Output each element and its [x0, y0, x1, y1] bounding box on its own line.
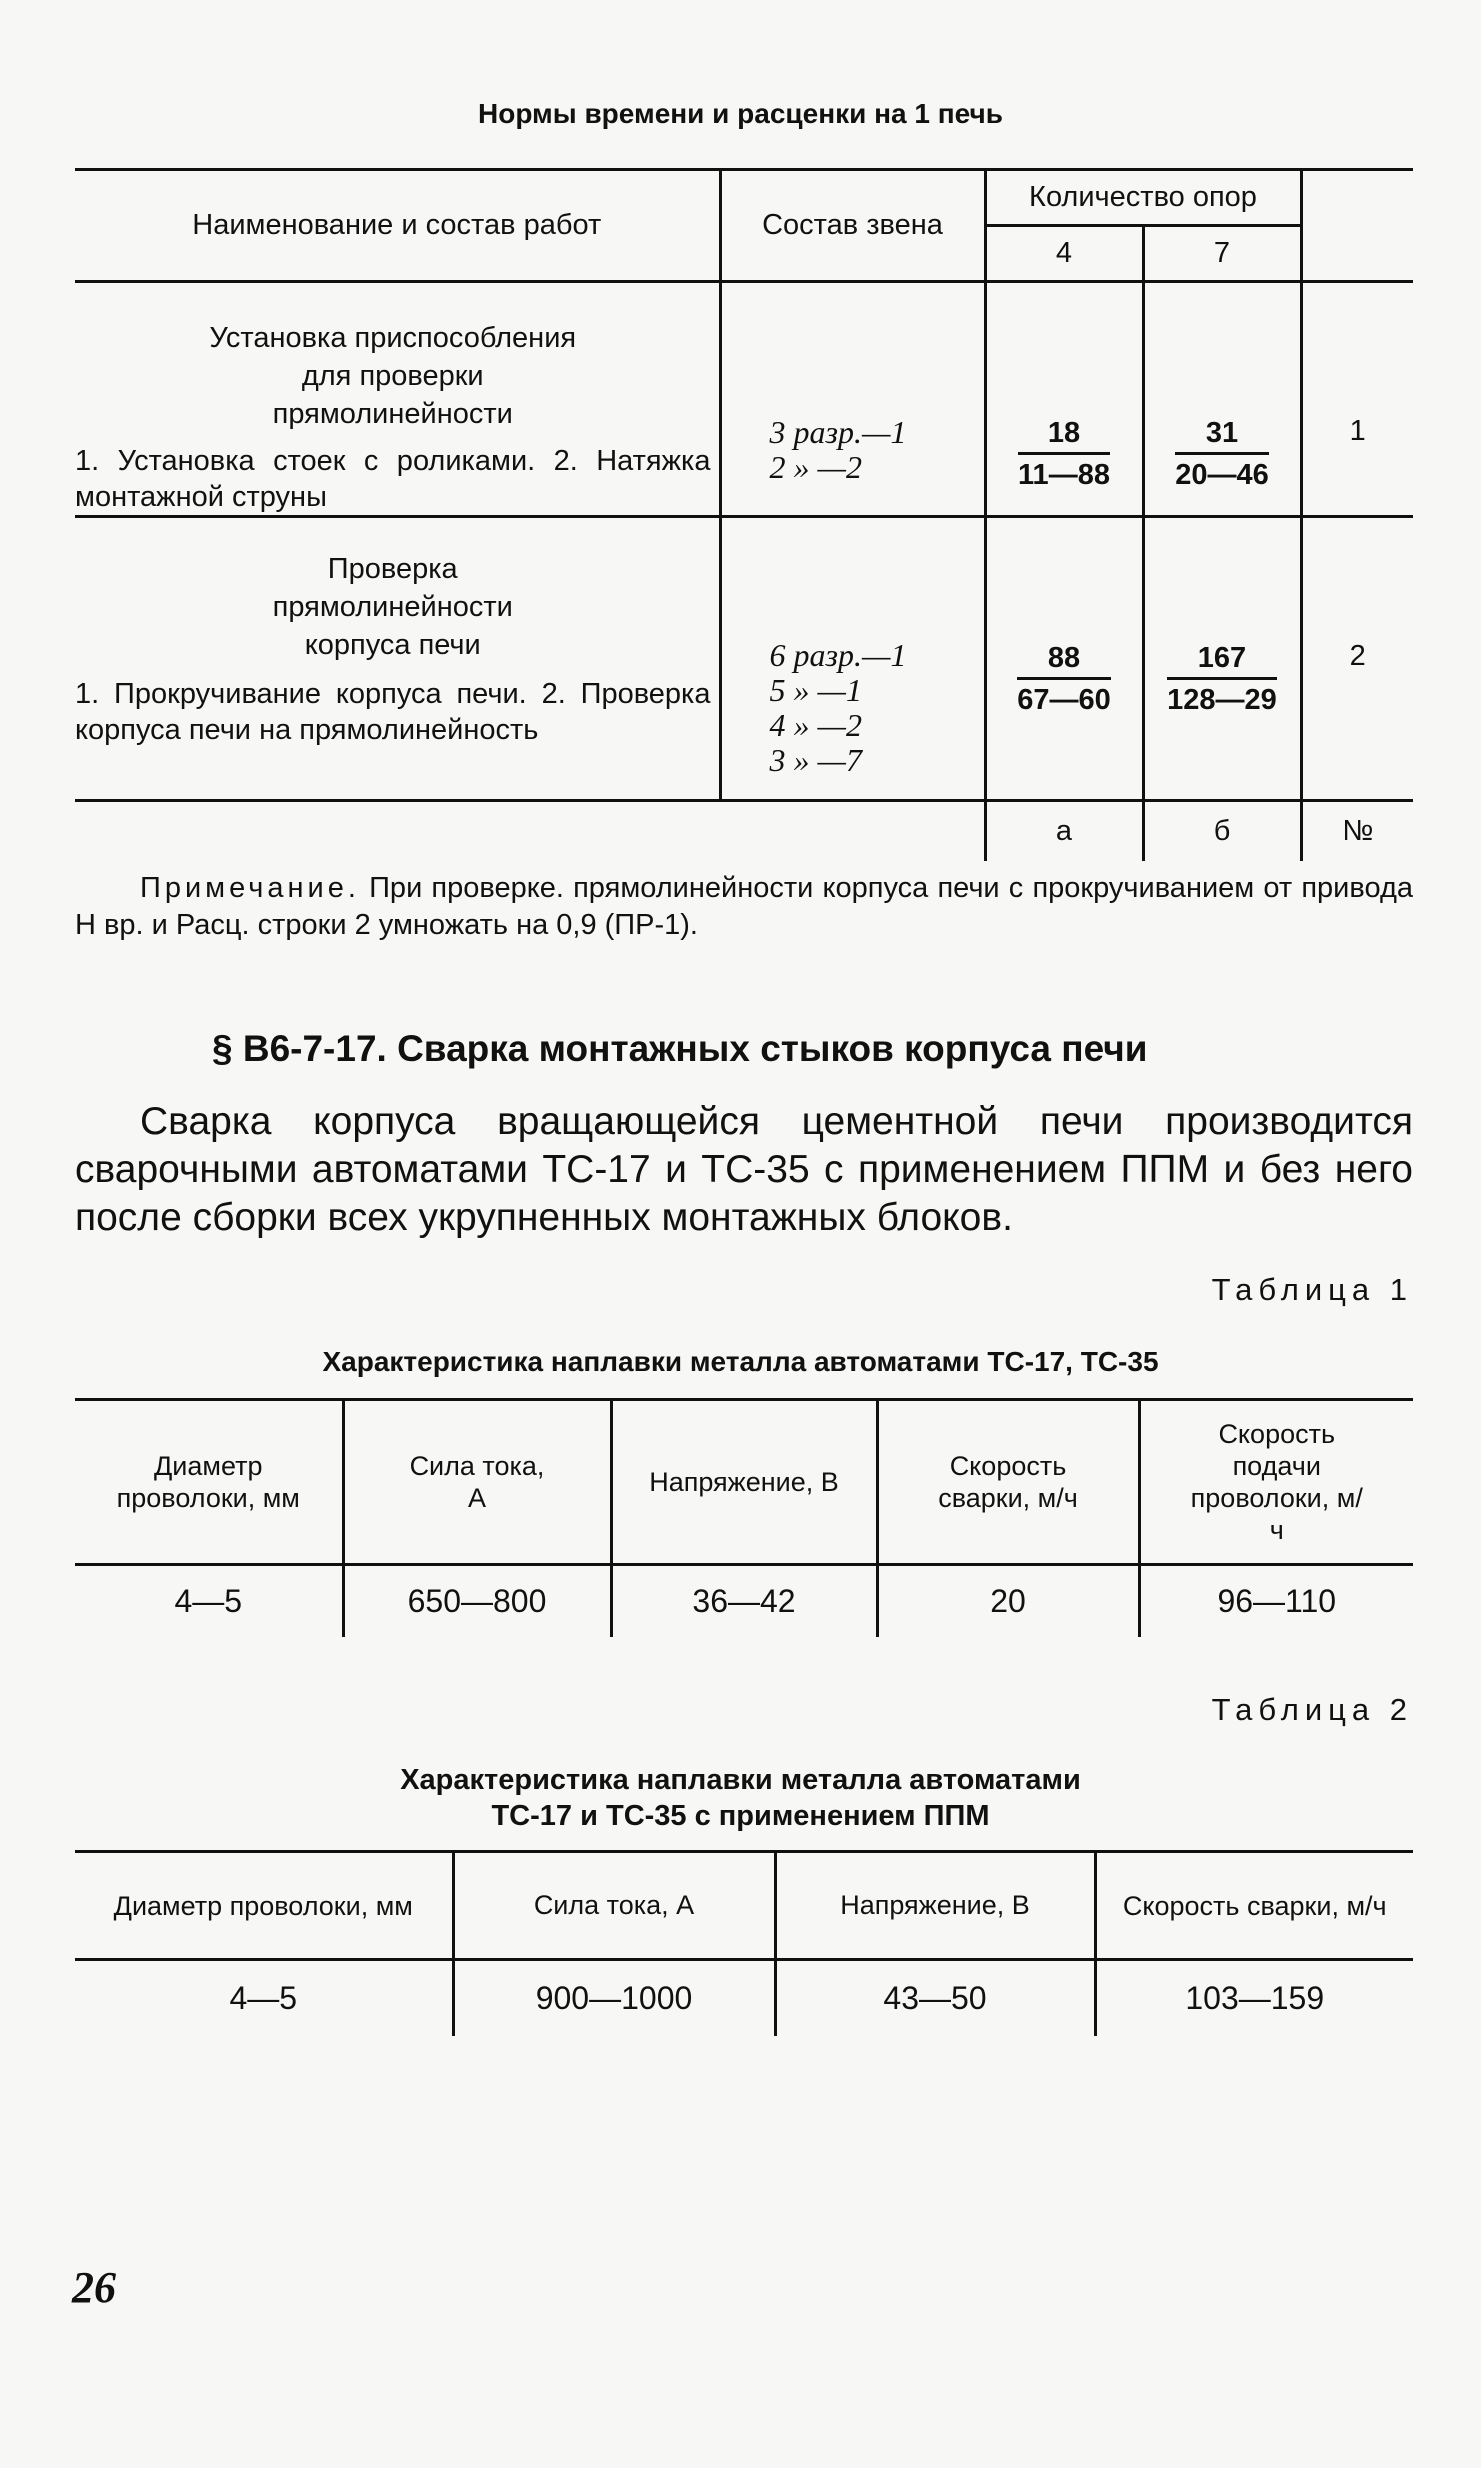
time-norm: 88: [1017, 642, 1111, 680]
note-paragraph: [75, 870, 1413, 944]
cell-current: 650—800: [343, 1565, 611, 1637]
header-crew: Состав звена: [720, 170, 985, 282]
cell-diameter: 4—5: [229, 1979, 298, 2016]
crew-line: 4 » —2: [769, 707, 862, 743]
rate-price: 67—60: [1017, 684, 1111, 716]
header-current: Сила тока, А: [343, 1400, 611, 1565]
crew-line: 3 » —7: [769, 742, 862, 778]
welding-table-2: [75, 1850, 1413, 2036]
cell-diameter: 4—5: [174, 1582, 243, 1619]
header-empty: [1301, 170, 1413, 282]
note-lead: Примечание.: [140, 872, 360, 904]
crew-line: 2 » —2: [769, 449, 862, 485]
time-norm: 18: [1018, 417, 1110, 455]
crew-line: 6 разр.—1: [769, 637, 907, 673]
row-number: 1: [1349, 415, 1366, 447]
cell-current: 900—1000: [453, 1960, 775, 2036]
header-col-4: 4: [985, 226, 1143, 282]
rate-price: 20—46: [1175, 459, 1269, 491]
column-letter-a: а: [985, 801, 1143, 861]
rate-price: 128—29: [1167, 684, 1277, 716]
norms-table: [75, 168, 1413, 861]
table2-label: Таблица 2: [1211, 1692, 1413, 1727]
table-row: [75, 517, 1413, 801]
table-row: [75, 1565, 1413, 1637]
header-work: Наименование и состав работ: [75, 170, 720, 282]
table1-caption: Характеристика наплавки металла автоматами ТС-17, ТС-35: [322, 1346, 1159, 1377]
table2-caption-line-1: Характеристика наплавки металла автоматами: [400, 1764, 1081, 1796]
header-speed: Скорость сварки, м/ч: [1095, 1852, 1413, 1960]
cell-speed: 20: [877, 1565, 1139, 1637]
cell-feed-speed: 96—110: [1139, 1565, 1413, 1637]
row-title: Проверка прямолинейности корпуса печи: [272, 553, 513, 661]
header-voltage: Напряжение, В: [611, 1400, 877, 1565]
row-description: 1. Прокручивание корпуса печи. 2. Проверка корпуса печи на прямолинейность: [75, 678, 711, 746]
header-supports: Количество опор: [985, 170, 1301, 226]
note-text: При проверке. прямолинейности корпуса печи с прокручиванием от привода Н вр. и Расц. строки 2 умножать на 0,9 (ПР-1).: [75, 872, 1413, 941]
row-title: Установка приспособления для проверки прямолинейности: [209, 322, 577, 430]
rate-fraction: [1167, 642, 1277, 717]
table-row: [75, 282, 1413, 517]
table1-label: Таблица 1: [1211, 1272, 1413, 1307]
cell-voltage: 43—50: [775, 1960, 1095, 2036]
norms-table-caption: Нормы времени и расценки на 1 печь: [478, 98, 1003, 129]
cell-speed: 103—159: [1095, 1960, 1413, 2036]
table-row: [75, 1960, 1413, 2036]
crew-line: 3 разр.—1: [769, 414, 907, 450]
page-number: 26: [72, 2263, 116, 2312]
column-letter-b: б: [1143, 801, 1301, 861]
header-feed-speed: Скорость подачи проволоки, м/ч: [1139, 1400, 1413, 1565]
welding-table-1: [75, 1398, 1413, 1637]
time-norm: 31: [1175, 417, 1269, 455]
rate-fraction: [1018, 417, 1110, 492]
header-current: Сила тока, А: [453, 1852, 775, 1960]
row-number: 2: [1349, 640, 1366, 672]
crew-line: 5 » —1: [769, 672, 862, 708]
header-voltage: Напряжение, В: [775, 1852, 1095, 1960]
rate-fraction: [1175, 417, 1269, 492]
section-heading: § В6-7-17. Сварка монтажных стыков корпуса печи: [212, 1028, 1148, 1069]
table2-caption-line-2: ТС-17 и ТС-35 с применением ППМ: [491, 1800, 990, 1832]
column-number-sign: №: [1342, 814, 1374, 847]
header-diameter: Диаметр проволоки, мм: [113, 1890, 413, 1921]
time-norm: 167: [1167, 642, 1277, 680]
header-col-7: 7: [1143, 226, 1301, 282]
row-description: 1. Установка стоек с роликами. 2. Натяжка монтажной струны: [75, 445, 711, 513]
section-body: Сварка корпуса вращающейся цементной печи производится сварочными автоматами ТС-17 и ТС-35 с применением ППМ и без него после сборки всех укрупненных монтажных блоков.: [75, 1100, 1413, 1239]
header-speed: Скорость сварки, м/ч: [877, 1400, 1139, 1565]
header-diameter: Диаметр проволоки, мм: [116, 1451, 300, 1513]
rate-price: 11—88: [1018, 459, 1110, 491]
rate-fraction: [1017, 642, 1111, 717]
cell-voltage: 36—42: [611, 1565, 877, 1637]
